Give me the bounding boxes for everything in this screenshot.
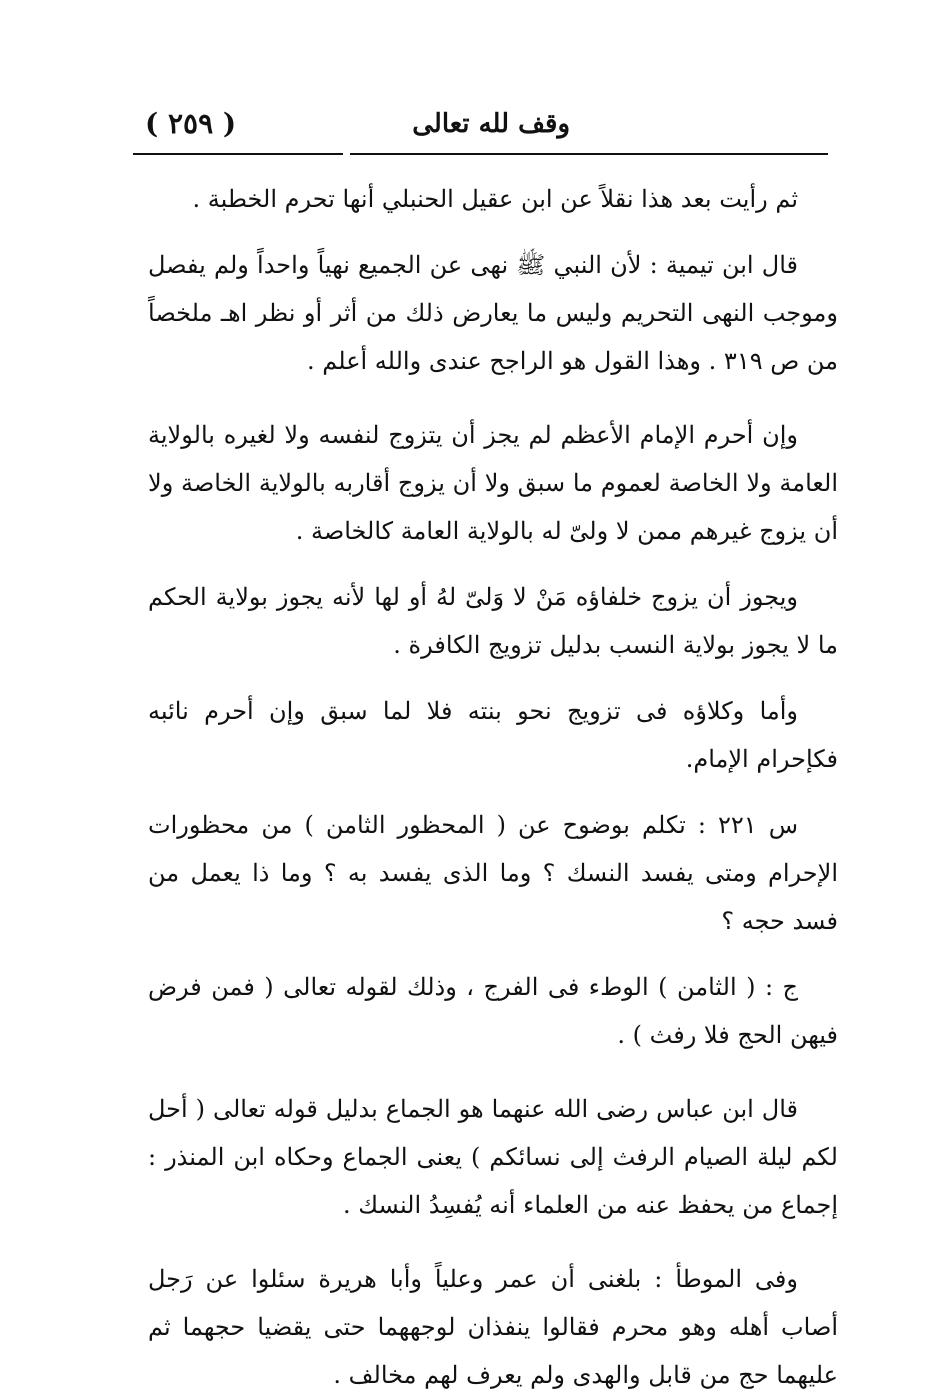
header-rule-right xyxy=(350,153,828,155)
paragraph: قال ابن تيمية : لأن النبي ﷺ نهى عن الجميع نهياً واحداً ولم يفصل وموجب النهى التحريم وليس ما يعارض ذلك من أثر أو نظر اهـ ملخصاً من ص ٣١٩ . وهذا القول هو الراجح عندى والله أعلم . xyxy=(148,251,838,375)
running-title: وقف لله تعالى xyxy=(412,109,570,139)
page-header xyxy=(135,105,825,155)
paragraph: قال ابن عباس رضى الله عنهما هو الجماع بدليل قوله تعالى ( أحل لكم ليلة الصيام الرفث إلى نسائكم ) يعنى الجماع وحكاه ابن المنذر : إجماع من يحفظ عنه من العلماء أنه يُفسِدُ النسك . xyxy=(148,1095,838,1219)
paragraph: وفى الموطأ : بلغنى أن عمر وعلياً وأبا هريرة سئلوا عن رَجل أصاب أهله وهو محرم فقالوا ينفذان لوجههما حتى يقضيا حجهما ثم عليهما حج من قابل والهدى ولم يعرف لهم مخالف . xyxy=(148,1265,838,1389)
body-text xyxy=(148,175,838,1399)
paragraph: ثم رأيت بعد هذا نقلاً عن ابن عقيل الحنبلي أنها تحرم الخطبة . xyxy=(192,185,798,213)
question-paragraph: س ٢٢١ : تكلم بوضوح عن ( المحظور الثامن ) من محظورات الإحرام ومتى يفسد النسك ؟ وما الذى يفسد به ؟ وما ذا يعمل من فسد حجه ؟ xyxy=(148,811,838,935)
paragraph: وإن أحرم الإمام الأعظم لم يجز أن يتزوج لنفسه ولا لغيره بالولاية العامة ولا الخاصة لعموم ما سبق ولا أن يزوج أقاربه بالولاية الخاصة ولا أن يزوج غيرهم ممن لا ولىّ له بالولاية العامة كالخاصة . xyxy=(148,421,838,545)
answer-paragraph: ج : ( الثامن ) الوطء فى الفرج ، وذلك لقوله تعالى ( فمن فرض فيهن الحج فلا رفث ) . xyxy=(148,973,838,1049)
paragraph: ويجوز أن يزوج خلفاؤه مَنْ لا وَلىّ لهُ أو لها لأنه يجوز بولاية الحكم ما لا يجوز بولاية النسب بدليل تزويج الكافرة . xyxy=(148,583,838,659)
header-rule-left xyxy=(133,153,343,155)
page-number: ( ٢٥٩ ) xyxy=(145,107,237,140)
paragraph: وأما وكلاؤه فى تزويج نحو بنته فلا لما سبق وإن أحرم نائبه فكإحرام الإمام. xyxy=(148,697,838,773)
